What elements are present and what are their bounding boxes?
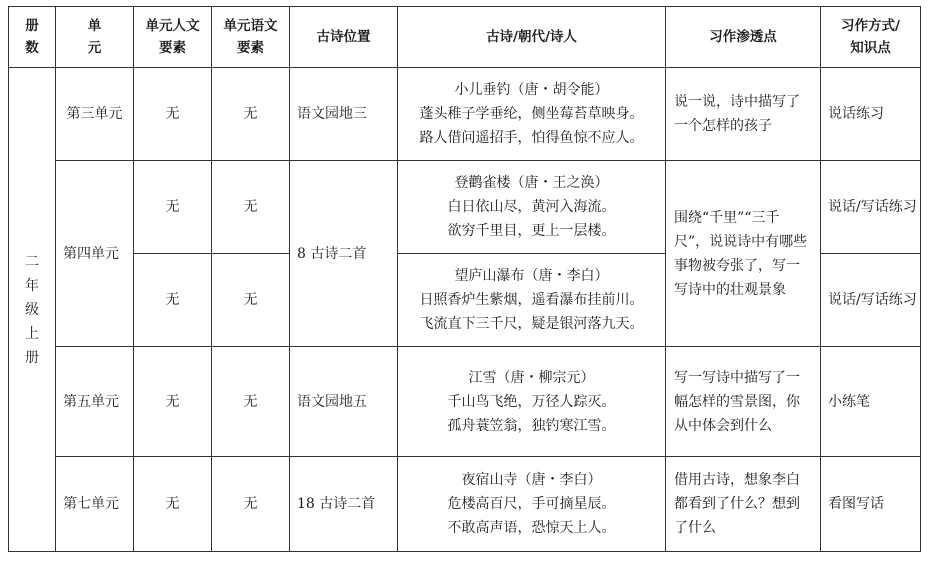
method-cell: 说话练习: [821, 68, 921, 161]
table-row: [9, 68, 921, 161]
language-cell: 无: [212, 161, 290, 254]
poem-cell: 登鹳雀楼（唐・王之涣） 白日依山尽，黄河入海流。 欲穷千里目，更上一层楼。: [398, 161, 666, 254]
header-unit: 单 元: [56, 7, 134, 68]
penetration-cell: 写一写诗中描写了一幅怎样的雪景图，你从中体会到什么: [666, 347, 821, 457]
humanistic-cell: 无: [134, 68, 212, 161]
humanistic-cell: 无: [134, 347, 212, 457]
header-penetration: 习作渗透点: [666, 7, 821, 68]
language-cell: 无: [212, 347, 290, 457]
language-cell: 无: [212, 457, 290, 552]
unit-cell: 第四单元: [56, 161, 134, 347]
method-cell: 说话/写话练习: [821, 254, 921, 347]
humanistic-cell: 无: [134, 254, 212, 347]
location-cell: 语文园地三: [290, 68, 398, 161]
poem-cell: 小儿垂钓（唐・胡令能） 蓬头稚子学垂纶，侧坐莓苔草映身。 路人借问遥招手，怕得鱼惊不应人。: [398, 68, 666, 161]
humanistic-cell: 无: [134, 161, 212, 254]
header-humanistic: 单元人文 要素: [134, 7, 212, 68]
curriculum-table: [8, 6, 921, 552]
humanistic-cell: 无: [134, 457, 212, 552]
table-row: [9, 161, 921, 254]
unit-cell: 第三单元: [56, 68, 134, 161]
language-cell: 无: [212, 68, 290, 161]
language-cell: 无: [212, 254, 290, 347]
poem-cell: 望庐山瀑布（唐・李白） 日照香炉生紫烟，遥看瀑布挂前川。 飞流直下三千尺，疑是银河落九天。: [398, 254, 666, 347]
header-volume: 册 数: [9, 7, 56, 68]
method-cell: 小练笔: [821, 347, 921, 457]
header-poem: 古诗/朝代/诗人: [398, 7, 666, 68]
location-cell: 语文园地五: [290, 347, 398, 457]
unit-cell: 第五单元: [56, 347, 134, 457]
volume-cell: 二 年 级 上 册: [9, 68, 56, 552]
table-row: [9, 457, 921, 552]
location-cell: 8 古诗二首: [290, 161, 398, 347]
unit-cell: 第七单元: [56, 457, 134, 552]
penetration-cell: 说一说，诗中描写了一个怎样的孩子: [666, 68, 821, 161]
header-method: 习作方式/ 知识点: [821, 7, 921, 68]
method-cell: 说话/写话练习: [821, 161, 921, 254]
table-row: [9, 347, 921, 457]
penetration-cell: 围绕“千里”“三千尺”，说说诗中有哪些事物被夸张了，写一写诗中的壮观景象: [666, 161, 821, 347]
poem-cell: 江雪（唐・柳宗元） 千山鸟飞绝，万径人踪灭。 孤舟蓑笠翁，独钓寒江雪。: [398, 347, 666, 457]
method-cell: 看图写话: [821, 457, 921, 552]
penetration-cell: 借用古诗，想象李白都看到了什么？想到了什么: [666, 457, 821, 552]
header-location: 古诗位置: [290, 7, 398, 68]
header-row: [9, 7, 921, 68]
location-cell: 18 古诗二首: [290, 457, 398, 552]
poem-cell: 夜宿山寺（唐・李白） 危楼高百尺，手可摘星辰。 不敢高声语，恐惊天上人。: [398, 457, 666, 552]
header-language: 单元语文 要素: [212, 7, 290, 68]
